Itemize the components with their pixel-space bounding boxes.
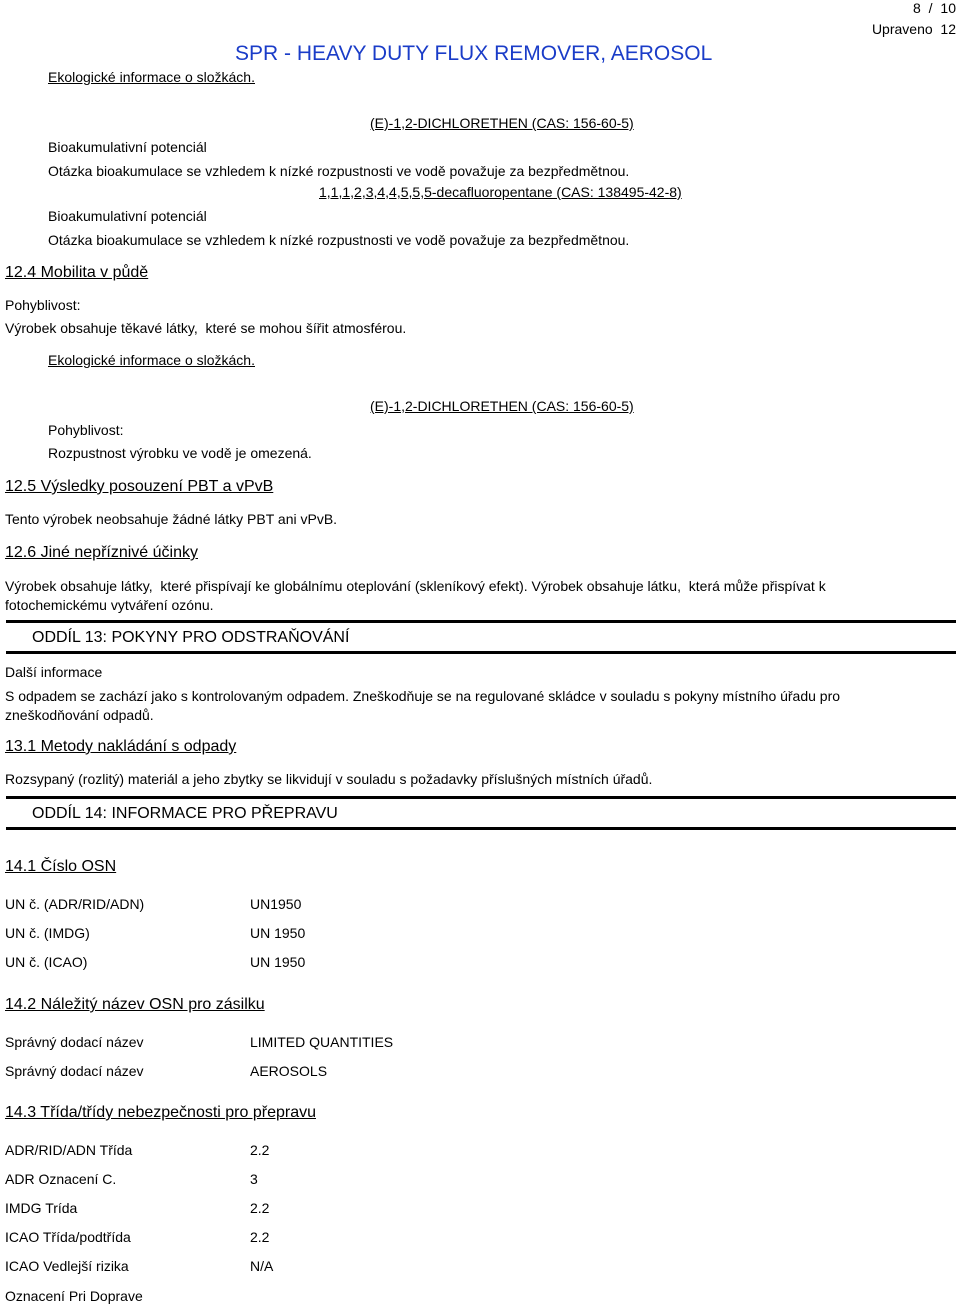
waste-methods-text: Rozsypaný (rozlitý) materiál a jeho zbytky se likvidují v souladu s požadavky příslušných místních úřadů. — [5, 771, 653, 787]
eco-info-link[interactable]: Ekologické informace o složkách. — [48, 352, 255, 368]
bioaccum-label: Bioakumulativní potenciál — [48, 139, 207, 155]
page-current: 8 — [912, 0, 921, 16]
page-number — [913, 0, 956, 17]
shipping-name-label: Správný dodací název — [5, 1063, 144, 1079]
hazard-class-value: 2.2 — [250, 1142, 270, 1158]
component-name: 1,1,1,2,3,4,4,5,5,5-decafluoropentane (CAS: 138495-42-8) — [319, 184, 682, 200]
bioaccum-text: Otázka bioakumulace se vzhledem k nízké rozpustnosti ve vodě považuje za bezpředmětnou. — [48, 163, 630, 179]
shipping-name-label: Správný dodací název — [5, 1034, 144, 1050]
shipping-name-value: LIMITED QUANTITIES — [250, 1034, 394, 1050]
eco-info-link[interactable]: Ekologické informace o složkách. — [48, 69, 255, 85]
hazard-class-label: ICAO Třída/podtřída — [5, 1229, 131, 1245]
hazard-class-label: Oznacení Pri Doprave — [5, 1288, 143, 1304]
section-heading-14-1: 14.1 Číslo OSN — [5, 858, 117, 875]
section-title-13: ODDÍL 13: POKYNY PRO ODSTRAŇOVÁNÍ — [32, 629, 350, 646]
hazard-class-value: 2.2 — [250, 1200, 270, 1216]
section-heading-14-3: 14.3 Třída/třídy nebezpečnosti pro přepravu — [5, 1104, 316, 1121]
un-row-label: UN č. (ICAO) — [5, 954, 88, 970]
component-name: (E)-1,2-DICHLORETHEN (CAS: 156-60-5) — [370, 115, 634, 131]
document-title: SPR - HEAVY DUTY FLUX REMOVER, AEROSOL — [235, 42, 713, 65]
un-row-value: UN 1950 — [250, 954, 306, 970]
further-info-label: Další informace — [5, 664, 103, 680]
mobility-label: Pohyblivost: — [5, 297, 81, 313]
mobility-text: Rozpustnost výrobku ve vodě je omezená. — [48, 445, 312, 461]
un-row-label: UN č. (IMDG) — [5, 925, 90, 941]
adverse-effects-text: Výrobek obsahuje látky, které přispívají ke globálnímu oteplování (skleníkový efekt). Výrobek obsahuje látku, která může přispívat k fotochemickému vytváření ozónu. — [5, 578, 830, 613]
section-heading-14-2: 14.2 Náležitý název OSN pro zásilku — [5, 996, 265, 1013]
further-info-text: S odpadem se zachází jako s kontrolovaným odpadem. Zneškodňuje se na regulované skládce v souladu s pokyny místního úřadu pro zneškodňování odpadů. — [5, 688, 841, 723]
un-row-value: UN1950 — [250, 896, 302, 912]
component-name: (E)-1,2-DICHLORETHEN (CAS: 156-60-5) — [370, 398, 634, 414]
un-row-label: UN č. (ADR/RID/ADN) — [5, 896, 145, 912]
mobility-label: Pohyblivost: — [48, 422, 124, 438]
section-bar-13 — [6, 620, 956, 654]
section-bar-14 — [6, 796, 956, 830]
hazard-class-value: N/A — [250, 1258, 274, 1274]
hazard-class-label: ICAO Vedlejší rizika — [5, 1258, 129, 1274]
hazard-class-value: 2.2 — [250, 1229, 270, 1245]
section-title-14: ODDÍL 14: INFORMACE PRO PŘEPRAVU — [32, 805, 338, 822]
page-total: 10 — [940, 0, 956, 16]
hazard-class-value: 3 — [250, 1171, 258, 1187]
hazard-class-label: IMDG Trída — [5, 1200, 78, 1216]
hazard-class-label: ADR/RID/ADN Třída — [5, 1142, 133, 1158]
shipping-name-value: AEROSOLS — [250, 1063, 328, 1079]
section-heading-12-4: 12.4 Mobilita v půdě — [5, 264, 149, 281]
un-row-value: UN 1950 — [250, 925, 306, 941]
hazard-class-label: ADR Oznacení C. — [5, 1171, 117, 1187]
section-heading-12-6: 12.6 Jiné nepříznivé účinky — [5, 544, 198, 561]
pbt-text: Tento výrobek neobsahuje žádné látky PBT ani vPvB. — [5, 511, 338, 527]
revision-label: Upraveno 12 — [871, 21, 956, 37]
bioaccum-label: Bioakumulativní potenciál — [48, 208, 207, 224]
section-heading-12-5: 12.5 Výsledky posouzení PBT a vPvB — [5, 478, 274, 495]
bioaccum-text: Otázka bioakumulace se vzhledem k nízké rozpustnosti ve vodě považuje za bezpředmětnou. — [48, 232, 630, 248]
mobility-text: Výrobek obsahuje těkavé látky, které se mohou šířit atmosférou. — [5, 320, 407, 336]
page-separator: / — [928, 0, 933, 16]
section-heading-13-1: 13.1 Metody nakládání s odpady — [5, 738, 237, 755]
